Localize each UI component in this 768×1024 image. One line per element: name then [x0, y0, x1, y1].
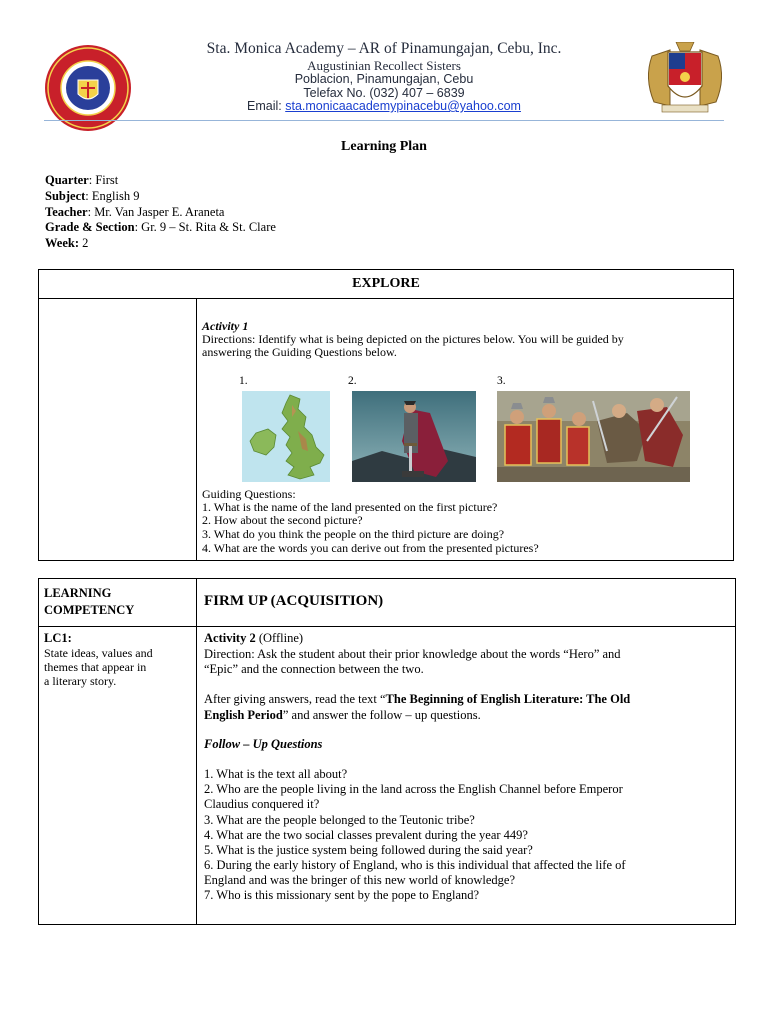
followup-question-7: 7. Who is this missionary sent by the pope to England?	[204, 888, 480, 902]
picture-number-2: 2.	[348, 375, 357, 387]
learning-competency-heading-line1: LEARNING	[44, 586, 112, 600]
followup-question-6-cont: England and was the bringer of this new world of knowledge?	[204, 873, 516, 887]
guiding-question-1: 1. What is the name of the land presented on the first picture?	[202, 500, 498, 514]
guiding-questions-label: Guiding Questions:	[202, 487, 296, 501]
activity-2-direction-line2: “Epic” and the connection between the two.	[204, 662, 424, 676]
activity-1-directions-line2: answering the Guiding Questions below.	[202, 345, 397, 359]
picture-number-1: 1.	[239, 375, 248, 387]
info-teacher: Teacher: Mr. Van Jasper E. Araneta	[45, 205, 225, 219]
lc1-label: LC1:	[44, 631, 72, 645]
lc1-text-line3: a literary story.	[44, 674, 117, 688]
british-isles-map-image	[242, 391, 330, 482]
info-grade-section: Grade & Section: Gr. 9 – St. Rita & St. Clare	[45, 220, 276, 234]
activity-1-label: Activity 1	[202, 319, 249, 333]
guiding-question-3: 3. What do you think the people on the third picture are doing?	[202, 527, 505, 541]
guiding-question-2: 2. How about the second picture?	[202, 513, 363, 527]
followup-question-4: 4. What are the two social classes prevalent during the year 449?	[204, 828, 528, 842]
followup-question-2: 2. Who are the people living in the land across the English Channel before Emperor	[204, 782, 623, 796]
school-name: Sta. Monica Academy – AR of Pinamungajan, Cebu, Inc.	[206, 40, 562, 57]
firmup-heading: FIRM UP (ACQUISITION)	[204, 593, 384, 609]
roman-soldiers-battle-image	[497, 391, 690, 482]
followup-questions-label: Follow – Up Questions	[204, 737, 323, 751]
school-email-line	[0, 99, 768, 113]
school-telefax: Telefax No. (032) 407 – 6839	[303, 86, 465, 100]
congregation-name: Augustinian Recollect Sisters	[307, 58, 461, 73]
followup-question-6: 6. During the early history of England, who is this individual that affected the life of	[204, 858, 626, 872]
info-week: Week: 2	[45, 236, 89, 250]
info-quarter: Quarter: First	[45, 173, 119, 187]
activity-2-label: Activity 2 (Offline)	[204, 631, 304, 645]
reading-instruction-line1: After giving answers, read the text “The Beginning of English Literature: The Old	[204, 692, 631, 706]
activity-2-direction-line1: Direction: Ask the student about their prior knowledge about the words “Hero” and	[204, 647, 621, 661]
guiding-question-4: 4. What are the words you can derive out from the presented pictures?	[202, 541, 539, 555]
learning-competency-heading-line2: COMPETENCY	[44, 603, 135, 617]
firmup-column-divider	[196, 578, 197, 925]
reading-instruction-line2: English Period” and answer the follow – up questions.	[204, 708, 481, 722]
email-label: Email:	[247, 99, 286, 113]
followup-question-2-cont: Claudius conquered it?	[204, 797, 320, 811]
page-title: Learning Plan	[341, 139, 427, 154]
followup-question-1: 1. What is the text all about?	[204, 767, 348, 781]
explore-heading: EXPLORE	[38, 269, 734, 299]
header-divider	[44, 120, 724, 121]
followup-question-5: 5. What is the justice system being followed during the said year?	[204, 843, 533, 857]
email-link[interactable]: sta.monicaacademypinacebu@yahoo.com	[285, 99, 521, 113]
lc1-text-line2: themes that appear in	[44, 660, 147, 674]
activity-1-directions-line1: Directions: Identify what is being depicted on the pictures below. You will be guided by	[202, 332, 624, 346]
info-subject: Subject: English 9	[45, 189, 140, 203]
followup-question-3: 3. What are the people belonged to the Teutonic tribe?	[204, 813, 475, 827]
picture-number-3: 3.	[497, 375, 506, 387]
firmup-header-divider	[38, 626, 736, 627]
explore-column-divider	[196, 298, 197, 561]
lc1-text-line1: State ideas, values and	[44, 646, 153, 660]
school-address: Poblacion, Pinamungajan, Cebu	[294, 72, 474, 86]
caped-warrior-image	[352, 391, 476, 482]
